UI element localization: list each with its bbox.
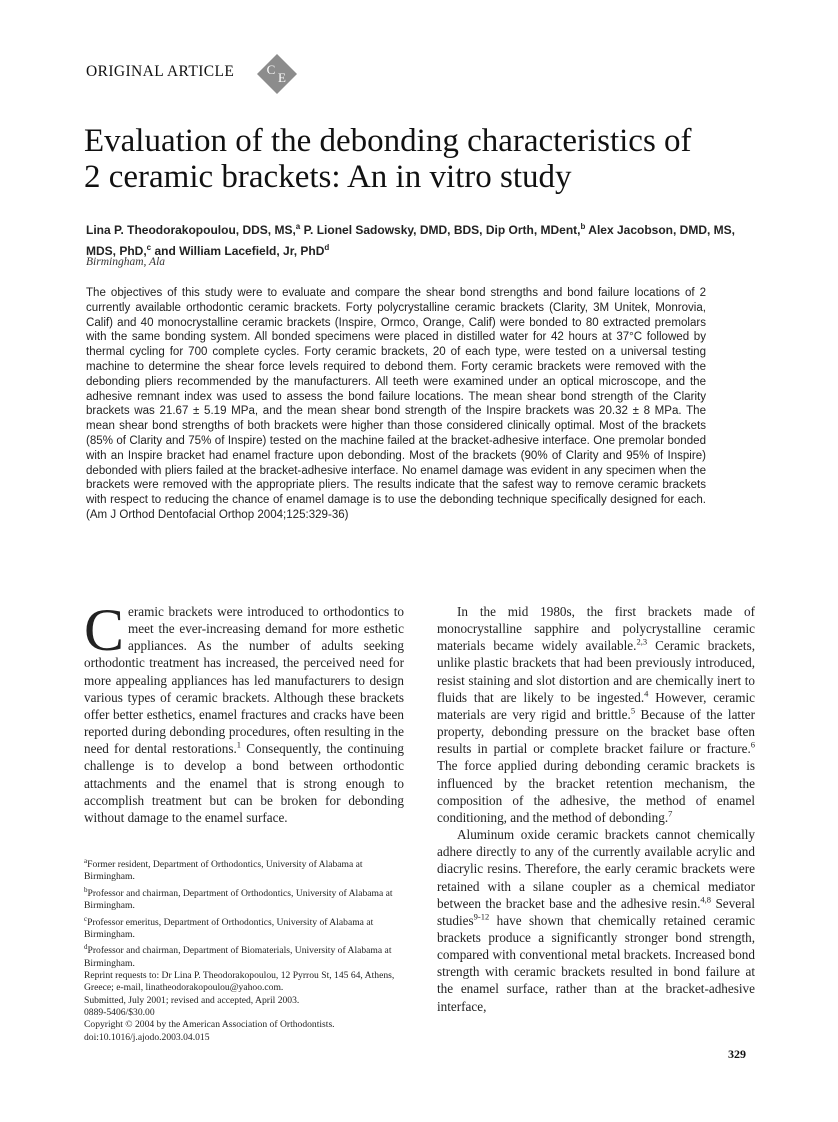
page-number: 329 [728,1047,746,1061]
citation: 5 [630,705,636,716]
author-3-affiliation: c [146,243,152,252]
author-1: Lina P. Theodorakopoulou, DDS, MS, [86,223,296,237]
issn-price: 0889-5406/$30.00 [84,1007,155,1019]
reprint-requests: Reprint requests to: Dr Lina P. Theodorakopoulou, 12 Pyrrou St, 145 64, Athens, Greece; e-mail, linatheodorakopoulou@yahoo.com. [84,970,395,994]
svg-text:C: C [266,62,276,77]
footnote-text: Professor emeritus, Department of Orthodontics, University of Alabama at Birmingham. [84,916,374,941]
author-list [86,218,756,260]
doi: doi:10.1016/j.ajodo.2003.04.015 [84,1031,210,1043]
body-column-right [437,603,755,1015]
body-paragraph-2 [437,826,755,1015]
body-text: In the mid 1980s, the first brackets made of monocrystalline sapphire and polycrystalline ceramic materials became widely available. [437,604,755,654]
body-text: Several studies [437,895,755,928]
author-4: and William Lacefield, Jr, PhD [151,244,325,258]
author-2: P. Lionel Sadowsky, DMD, BDS, Dip Orth, MDent, [300,223,581,237]
author-location: Birmingham, Ala [86,256,166,268]
title-line-2: 2 ceramic brackets: An in vitro study [84,159,572,195]
footnote-marker: a [84,857,88,865]
footnote-text: Former resident, Department of Orthodontics, University of Alabama at Birmingham. [84,859,363,883]
article-title [84,123,784,195]
body-text: Aluminum oxide ceramic brackets cannot chemically adhere directly to any of the currently available acrylic and diacrylic resins. Therefore, the early ceramic brackets were retained with a silane coupler as a chemical mediator between the bracket base and the adhesive resin. [437,827,755,911]
ce-logo-icon [256,53,298,95]
footnote-a [84,855,404,884]
footnote-marker: c [84,914,88,923]
footnote-b [84,884,404,913]
citation: 9-12 [473,911,490,922]
drop-cap: C [84,597,125,663]
author-3: Alex Jacobson, DMD, MS, MDS, PhD, [86,223,735,258]
submission-dates: Submitted, July 2001; revised and accepted, April 2003. [84,994,300,1006]
footnote-d [84,941,404,970]
body-text: have shown that chemically retained ceramic brackets produce a significantly stronger bond strength, compared with conventional metal brackets. Increased bond strength with ceramic brackets resulted in bond failure at the enamel surface, rather than at the bracket-adhesive interface, [437,912,755,1014]
body-text: However, ceramic materials are very rigid and brittle. [437,689,755,722]
svg-text:E: E [278,70,286,85]
citation: 7 [668,808,673,819]
copyright: Copyright © 2004 by the American Association of Orthodontists. [84,1019,335,1031]
body-column-left [84,597,404,826]
citation: 6 [750,739,755,750]
intro-text-2: Consequently, the continuing challenge is to develop a bond between orthodontic attachments and the enamel that is strong enough to accomplish treatment but can be broken for debonding without damage to the enamel surface. [84,741,404,825]
body-text: Because of the latter property, debonding pressure on the bracket base often results in partial or complete bracket failure or fracture. [437,706,755,757]
footnote-marker: d [84,943,88,952]
footnote-c [84,913,404,942]
author-1-affiliation: a [295,222,301,231]
footnote-marker: b [84,885,88,894]
body-paragraph-1 [437,603,755,826]
citation: 4,8 [700,894,712,905]
citation: 2,3 [636,636,648,647]
body-text: Ceramic brackets, unlike plastic brackets that had been previously introduced, resist staining and slot distortion and are chemically inert to fluids that are likely to be ingested. [437,638,755,705]
citation: 4 [644,688,649,699]
citation: 1 [236,739,242,750]
footnotes [84,855,404,1044]
author-4-affiliation: d [324,243,330,252]
footnote-text: Professor and chairman, Department of Biomaterials, University of Alabama at Birmingham. [84,945,392,969]
author-2-affiliation: b [580,222,586,231]
intro-paragraph [84,597,404,826]
footnote-text: Professor and chairman, Department of Orthodontics, University of Alabama at Birmingham. [84,887,393,912]
title-line-1: Evaluation of the debonding characteristics of [84,123,692,159]
body-text: The force applied during debonding ceramic brackets is influenced by the bracket retention mechanism, the composition of the adhesive, the method of enamel conditioning, and the method of debonding. [437,758,755,825]
intro-text-1: eramic brackets were introduced to orthodontics to meet the ever-increasing demand for more esthetic appliances. As the number of adults seeking orthodontic treatment has increased, the perceived need for more appealing appliances has led manufacturers to design various types of ceramic brackets. Although these brackets offer better esthetics, enamel fractures and cracks have been reported during debonding procedures, often resulting in the need for dental restorations. [84,604,404,757]
section-label: ORIGINAL ARTICLE [86,63,235,80]
abstract: The objectives of this study were to evaluate and compare the shear bond strengths and bond failure locations of 2 currently available orthodontic ceramic brackets. Forty polycrystalline ceramic brackets (Clarity, 3M Unitek, Monrovia, Calif) and 40 monocrystalline ceramic brackets (Inspire, Ormco, Orange, Calif) were bonded to 80 extracted premolars with the same bonding system. All bonded specimens were placed in distilled water for 42 hours at 37°C followed by thermal cycling for 700 complete cycles. Forty ceramic brackets, 20 of each type, were tested on a universal testing machine to determine the shear force levels required to debond them. Forty ceramic brackets were removed with the debonding pliers recommended by the manufacturers. All teeth were examined under an optical microscope, and the adhesive remnant index was used to assess the bond failure locations. The mean shear bond strength of the Clarity brackets was 21.67 ± 5.19 MPa, and the mean shear bond strength of the Inspire brackets was 20.32 ± 8 MPa. The mean shear bond strengths of both brackets were higher than those considered clinically optimal. Most of the brackets (85% of Clarity and 75% of Inspire) tested on the machine failed at the bracket-adhesive interface. One premolar bonded with an Inspire bracket had enamel fracture upon debonding. Most of the brackets (90% of Clarity and 95% of Inspire) debonded with pliers failed at the bracket-adhesive interface. No enamel damage was evident in any specimen when the brackets were removed with the appropriate pliers. The results indicate that the safest way to remove ceramic brackets with respect to reducing the chance of enamel damage is to use the debonding technique specifically designed for each. (Am J Orthod Dentofacial Orthop 2004;125:329-36) [86,287,706,521]
